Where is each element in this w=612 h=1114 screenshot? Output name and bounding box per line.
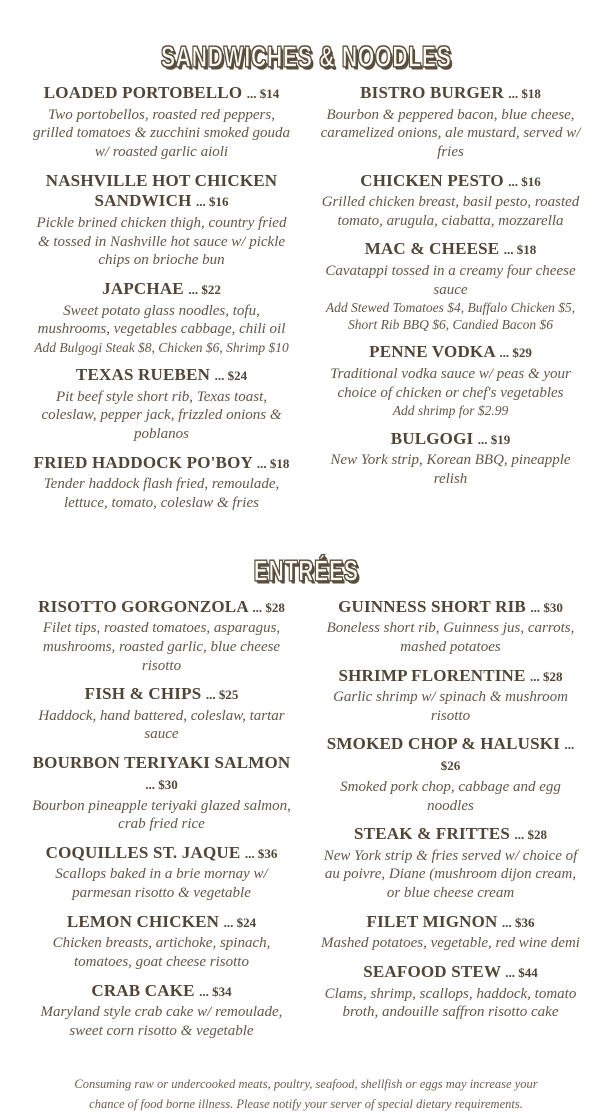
menu-item-name-text: LEMON CHICKEN xyxy=(66,911,220,931)
menu-item-price: ... $30 xyxy=(145,776,178,792)
menu-item-name xyxy=(30,597,293,618)
menu-item xyxy=(319,171,582,231)
menu-item-description: Two portobellos, roasted red peppers, grilled tomatoes & zucchini smoked gouda w/ roasted garlic aioli xyxy=(32,106,291,160)
menu-item-name xyxy=(319,824,582,845)
menu-item-name-text: TEXAS RUEBEN xyxy=(75,365,211,385)
footer-disclaimer: Consuming raw or undercooked meats, poultry, seafood, shellfish or eggs may increase your chance of food borne illness. Please notify your server of special dietary requirements. xyxy=(74,1077,538,1111)
menu-item-name xyxy=(319,597,582,618)
section-columns xyxy=(30,597,582,1050)
menu-item-price: ... $28 xyxy=(252,599,285,615)
menu-item-name xyxy=(30,83,293,104)
menu-item-price: ... $24 xyxy=(223,914,257,930)
menu-item-name-text: PENNE VODKA xyxy=(369,342,495,362)
menu-column-right xyxy=(319,597,582,1050)
menu-item-name xyxy=(30,912,293,933)
menu-item-name xyxy=(30,684,293,705)
section-title-text: SANDWICHES & NOODLES xyxy=(160,41,452,73)
menu-item xyxy=(30,597,293,676)
menu-item-name xyxy=(319,962,582,983)
menu-item-price: ... $44 xyxy=(505,964,538,980)
menu-item-name xyxy=(319,912,582,933)
menu-item-name xyxy=(30,981,293,1002)
menu-item-description: Filet tips, roasted tomatoes, asparagus, mushrooms, roasted garlic, blue cheese risotto xyxy=(42,620,281,674)
menu-item xyxy=(319,666,582,726)
menu-item xyxy=(30,843,293,903)
menu-item-price: ... $16 xyxy=(508,173,541,189)
menu-column-left xyxy=(30,83,293,522)
menu-item-name-text: SEAFOOD STEW xyxy=(363,961,501,981)
menu-item-price: ... $29 xyxy=(499,345,532,361)
menu-item-name-text: RISOTTO GORGONZOLA xyxy=(38,596,248,616)
menu-item-price: ... $18 xyxy=(256,455,290,471)
section-title-text: ENTRÉES xyxy=(253,554,359,587)
section-columns xyxy=(30,83,582,522)
menu-item-addon: Add shrimp for $2.99 xyxy=(392,403,509,419)
menu-item-description: Chicken breasts, artichoke, spinach, tomatoes, goat cheese risotto xyxy=(52,935,271,970)
menu-item-price: ... $36 xyxy=(501,914,535,930)
menu-item-price: ... $18 xyxy=(503,242,537,258)
menu-item-price: ... $14 xyxy=(246,86,280,101)
menu-item-addon: Add Bulgogi Steak $8, Chicken $6, Shrimp $10 xyxy=(34,339,289,355)
menu-item-name-text: CHICKEN PESTO xyxy=(360,170,504,190)
section-title xyxy=(30,42,582,74)
menu-item-name xyxy=(319,239,582,260)
menu-item-addon: Add Stewed Tomatoes $4, Buffalo Chicken $5, Short Rib BBQ $6, Candied Bacon $6 xyxy=(325,300,576,332)
section-title xyxy=(30,556,582,588)
menu-item-description: Smoked pork chop, cabbage and egg noodles xyxy=(340,778,561,814)
menu-item-name-text: STEAK & FRITTES xyxy=(354,824,511,844)
menu-item-description: Haddock, hand battered, coleslaw, tartar sauce xyxy=(38,707,285,743)
menu-item xyxy=(319,734,582,815)
menu-item xyxy=(30,83,293,162)
menu-item-description: Clams, shrimp, scallops, haddock, tomato broth, andouille saffron risotto cake xyxy=(324,985,577,1021)
menu-item-name xyxy=(30,453,293,474)
menu-item-price: ... $30 xyxy=(530,599,563,615)
menu-item xyxy=(319,912,582,953)
menu-item-description: New York strip & fries served w/ choice of au poivre, Diane (mushroom dijon cream, or blue cheese cream xyxy=(323,847,578,902)
menu-column-right xyxy=(319,83,582,522)
menu-item-price: ... $28 xyxy=(530,668,563,684)
menu-item-price: ... $16 xyxy=(195,194,229,210)
menu-item-name-text: SHRIMP FLORENTINE xyxy=(338,665,526,685)
menu-item-name xyxy=(30,365,293,386)
menu-item-name xyxy=(319,83,582,104)
section-entrees xyxy=(30,556,582,1050)
menu-item xyxy=(30,753,293,834)
menu-item-name xyxy=(30,753,293,794)
menu-item xyxy=(30,912,293,972)
menu-item-name-text: GUINNESS SHORT RIB xyxy=(338,596,526,616)
menu-item-price: ... $24 xyxy=(214,368,248,384)
menu-item xyxy=(30,453,293,513)
menu-item xyxy=(30,365,293,444)
menu-item-name-text: FISH & CHIPS xyxy=(84,684,202,704)
menu-item xyxy=(30,684,293,744)
menu-item-name xyxy=(30,171,293,212)
menu-item-description: Pickle brined chicken thigh, country fried & tossed in Nashville hot sauce w/ pickle chips on brioche bun xyxy=(36,214,287,269)
menu-item-name-text: FILET MIGNON xyxy=(366,911,498,931)
menu-item-name xyxy=(30,843,293,864)
menu-item-name-text: BISTRO BURGER xyxy=(360,83,504,102)
menu-item xyxy=(30,279,293,356)
menu-item-description: Traditional vodka sauce w/ peas & your choice of chicken or chef's vegetables xyxy=(330,366,571,401)
menu-item-price: ... $19 xyxy=(477,431,511,447)
menu-item-description: New York strip, Korean BBQ, pineapple relish xyxy=(330,452,571,488)
menu-item-description: Scallops baked in a brie mornay w/ parmesan risotto & vegetable xyxy=(55,866,268,902)
menu-item-name-text: CRAB CAKE xyxy=(91,980,195,1000)
menu-item xyxy=(319,429,582,489)
menu-item-description: Tender haddock flash fried, remoulade, lettuce, tomato, coleslaw & fries xyxy=(43,476,280,511)
menu-item-price: ... $18 xyxy=(508,86,541,101)
menu-item xyxy=(319,824,582,903)
menu-item xyxy=(319,597,582,657)
menu-item-description: Grilled chicken breast, basil pesto, roasted tomato, arugula, ciabatta, mozzarella xyxy=(321,194,580,229)
menu-item-name-text: JAPCHAE xyxy=(102,278,184,298)
menu-item xyxy=(319,962,582,1022)
menu-item-description: Pit beef style short rib, Texas toast, coleslaw, pepper jack, frizzled onions & poblanos xyxy=(41,388,282,443)
menu-item-name xyxy=(319,666,582,687)
menu-item-description: Boneless short rib, Guinness jus, carrots, mashed potatoes xyxy=(326,620,575,655)
menu-item-name xyxy=(319,342,582,363)
menu-item-price: ... $28 xyxy=(514,827,547,843)
menu-item-price: ... $34 xyxy=(199,983,232,999)
menu-item xyxy=(30,981,293,1041)
menu-item-price: ... $36 xyxy=(244,845,278,861)
menu-item-name-text: BULGOGI xyxy=(390,428,474,448)
menu-item-name xyxy=(319,734,582,775)
menu-item-description: Bourbon & peppered bacon, blue cheese, caramelized onions, ale mustard, served w/ fries xyxy=(320,106,581,160)
section-sandwiches-noodles xyxy=(30,42,582,522)
menu-item-name xyxy=(319,171,582,192)
menu-item-price: ... $22 xyxy=(188,281,221,297)
menu-item-name xyxy=(30,279,293,300)
menu-item-description: Mashed potatoes, vegetable, red wine demi xyxy=(321,935,580,952)
menu-item-price: ... $25 xyxy=(205,687,239,703)
menu-item-name-text: LOADED PORTOBELLO xyxy=(43,83,243,102)
menu-item-description: Maryland style crab cake w/ remoulade, sweet corn risotto & vegetable xyxy=(40,1004,283,1039)
menu-item-name-text: MAC & CHEESE xyxy=(364,239,500,259)
menu-item xyxy=(319,342,582,419)
menu-item-description: Cavatappi tossed in a creamy four cheese sauce xyxy=(325,263,576,298)
menu-item-name-text: COQUILLES ST. JAQUE xyxy=(45,842,241,862)
menu-item-price: ... $26 xyxy=(440,737,575,774)
menu-item-name xyxy=(319,429,582,450)
menu-item-name-text: FRIED HADDOCK PO'BOY xyxy=(33,452,253,472)
menu-item-description: Garlic shrimp w/ spinach & mushroom risotto xyxy=(333,689,568,724)
menu-item-name-text: NASHVILLE HOT CHICKEN SANDWICH xyxy=(45,170,278,211)
menu-item-description: Sweet potato glass noodles, tofu, mushrooms, vegetables cabbage, chili oil xyxy=(37,302,286,338)
menu-item-description: Bourbon pineapple teriyaki glazed salmon, crab fried rice xyxy=(32,797,291,833)
menu-item-name-text: SMOKED CHOP & HALUSKI xyxy=(326,734,561,754)
menu-item xyxy=(319,239,582,333)
menu-item-name-text: BOURBON TERIYAKI SALMON xyxy=(32,753,291,773)
menu-column-left xyxy=(30,597,293,1050)
menu-item xyxy=(30,171,293,270)
menu-item xyxy=(319,83,582,162)
